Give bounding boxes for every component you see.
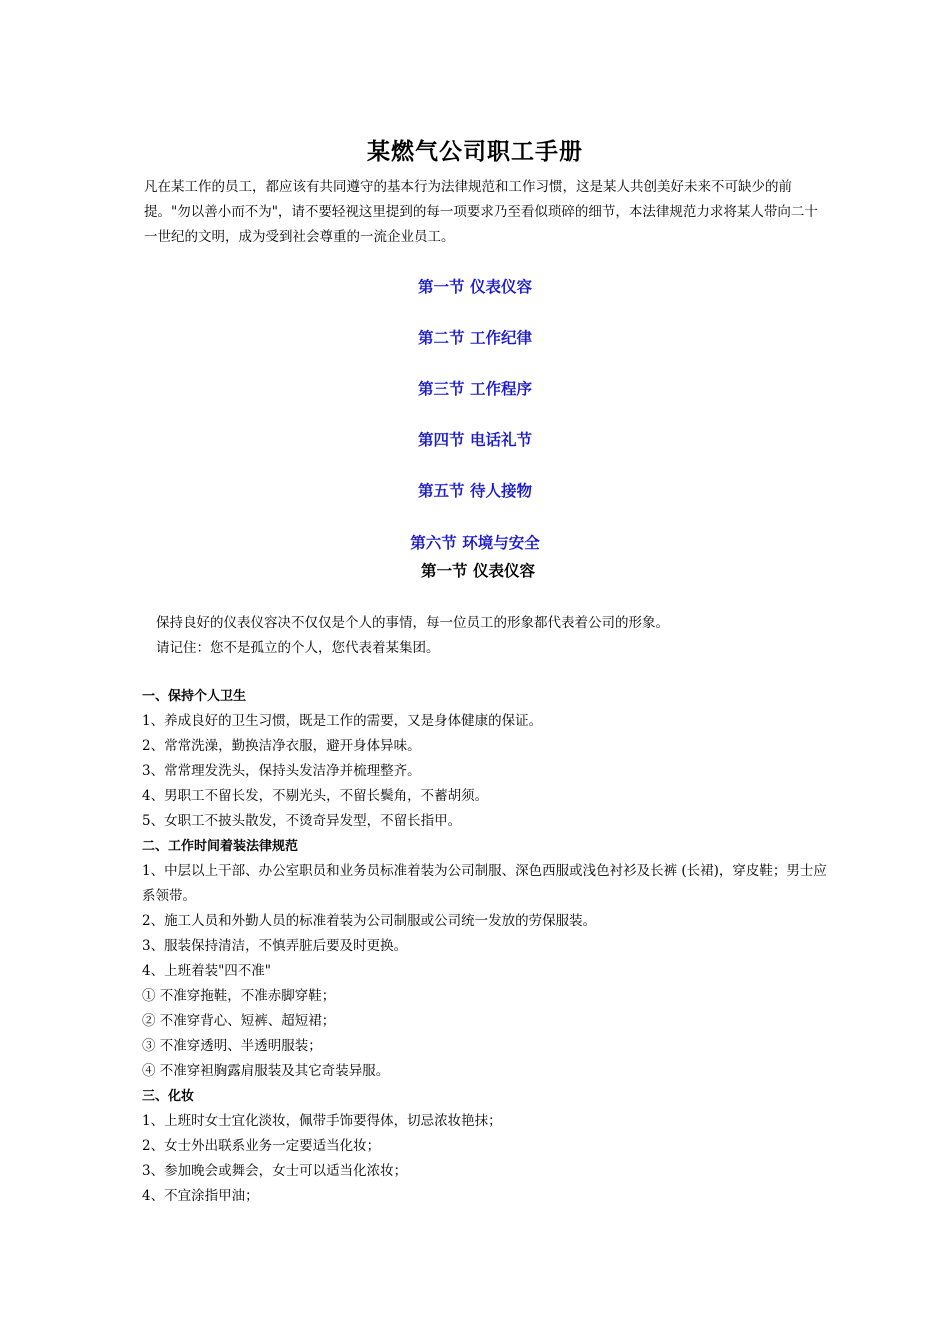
intro-paragraph: 凡在某工作的员工，都应该有共同遵守的基本行为法律规范和工作习惯，这是某人共创美好未来不可缺少的前提。"勿以善小而不为"，请不要轻视这里提到的每一项要求乃至看似琐碎的细节，本法律规范力求将某人带向二十一世纪的文明，成为受到社会尊重的一流企业员工。 <box>144 179 818 245</box>
section-1-lead-2: 请记住：您不是孤立的个人，您代表着某集团。 <box>156 640 440 656</box>
toc-link-section-5[interactable]: 第五节 待人接物 <box>418 482 532 500</box>
list-item: 2、常常洗澡，勤换洁净衣服，避开身体异味。 <box>142 738 421 754</box>
list-item: 4、不宜涂指甲油； <box>142 1188 259 1204</box>
part-1-heading: 一、保持个人卫生 <box>142 689 247 704</box>
list-item: ④ 不准穿袒胸露肩服装及其它奇装异服。 <box>142 1063 390 1079</box>
list-item: 1、中层以上干部、办公室职员和业务员标准着装为公司制服、深色西服或浅色衬衫及长裤 (长裙)，穿皮鞋；男士应系领带。 <box>142 863 827 904</box>
document-title: 某燃气公司职工手册 <box>367 138 583 165</box>
list-item: ③ 不准穿透明、半透明服装； <box>142 1038 322 1054</box>
list-item: 3、常常理发洗头，保持头发洁净并梳理整齐。 <box>142 763 421 779</box>
list-item: 2、女士外出联系业务一定要适当化妆； <box>142 1138 381 1154</box>
list-item: ② 不准穿背心、短裤、超短裙； <box>142 1013 336 1029</box>
list-item: 5、女职工不披头散发，不烫奇异发型，不留长指甲。 <box>142 813 462 829</box>
list-item: 1、养成良好的卫生习惯，既是工作的需要，又是身体健康的保证。 <box>142 713 543 729</box>
toc-link-section-2[interactable]: 第二节 工作纪律 <box>418 329 532 347</box>
list-item: 4、上班着装"四不准" <box>142 963 272 979</box>
toc-link-section-6[interactable]: 第六节 环境与安全 <box>410 534 540 552</box>
section-1-lead-1: 保持良好的仪表仪容决不仅仅是个人的事情，每一位员工的形象都代表着公司的形象。 <box>156 615 669 631</box>
section-1-body <box>142 684 832 1209</box>
toc-link-section-3[interactable]: 第三节 工作程序 <box>418 380 532 398</box>
section-1-heading: 第一节 仪表仪容 <box>421 562 535 580</box>
part-3-heading: 三、化妆 <box>142 1089 195 1104</box>
list-item: ① 不准穿拖鞋，不准赤脚穿鞋； <box>142 988 336 1004</box>
list-item: 2、施工人员和外勤人员的标准着装为公司制服或公司统一发放的劳保服装。 <box>142 913 597 929</box>
toc-link-section-4[interactable]: 第四节 电话礼节 <box>418 431 532 449</box>
list-item: 1、上班时女士宜化淡妆，佩带手饰要得体，切忌浓妆艳抹； <box>142 1113 502 1129</box>
toc-link-section-1[interactable]: 第一节 仪表仪容 <box>418 278 532 296</box>
list-item: 3、参加晚会或舞会，女士可以适当化浓妆； <box>142 1163 408 1179</box>
part-2-heading: 二、工作时间着装法律规范 <box>142 839 299 854</box>
list-item: 4、男职工不留长发，不剔光头，不留长鬓角，不蓄胡须。 <box>142 788 489 804</box>
list-item: 3、服装保持清洁，不慎弄脏后要及时更换。 <box>142 938 408 954</box>
